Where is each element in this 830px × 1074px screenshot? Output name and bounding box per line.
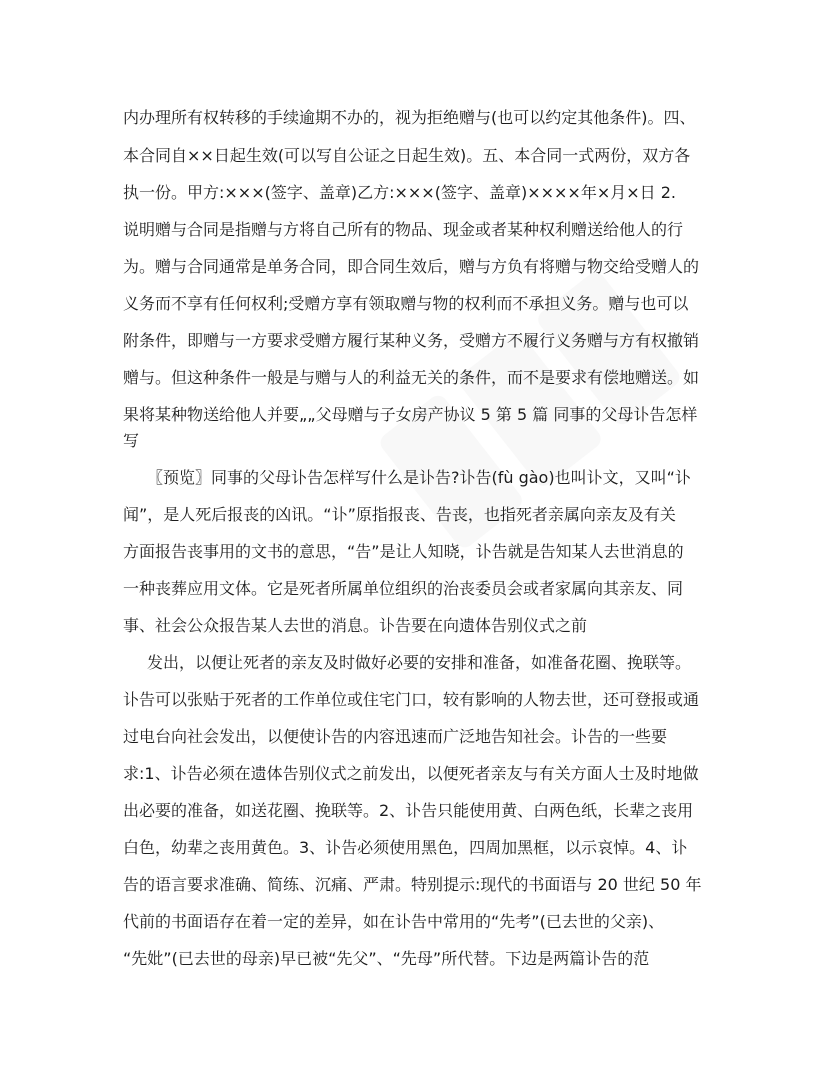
text-line-12: 闻”，是人死后报丧的凶讯。“讣”原指报丧、告丧，也指死者亲属向亲友及有关 [123,505,676,524]
text-line-10: 写 [123,431,140,450]
text-line-11: 〖预览〗同事的父母讣告怎样写什么是讣告?讣告(fù gào)也叫讣文，又叫“讣 [147,468,691,487]
text-line-18: 过电台向社会发出，以便使讣告的内容迅速而广泛地告知社会。讣告的一些要 [123,727,668,746]
text-line-9: 果将某种物送给他人并要„„父母赠与子女房产协议 5 第 5 篇 同事的父母讣告怎样 [123,405,698,424]
text-line-1: 内办理所有权转移的手续逾期不办的，视为拒绝赠与(也可以约定其他条件)。四、 [123,108,696,127]
text-line-17: 讣告可以张贴于死者的工作单位或住宅门口，较有影响的人物去世，还可登报或通 [123,690,700,709]
text-line-13: 方面报告丧事用的文书的意思，“告”是让人知晓，讣告就是告知某人去世消息的 [123,542,684,561]
text-line-22: 告的语言要求准确、简练、沉痛、严肃。特别提示:现代的书面语与 20 世纪 50 年 [123,875,702,894]
text-line-14: 一种丧葬应用文体。它是死者所属单位组织的治丧委员会或者家属向其亲友、同 [123,579,684,598]
text-line-23: 代前的书面语存在着一定的差异，如在讣告中常用的“先考”(已去世的父亲)、 [123,912,665,931]
text-line-19: 求:1、讣告必须在遗体告别仪式之前发出，以便死者亲友与有关方面人士及时地做 [123,764,699,783]
text-line-8: 赠与。但这种条件一般是与赠与人的利益无关的条件，而不是要求有偿地赠送。如 [123,368,700,387]
text-line-3: 执一份。甲方:×××(签字、盖章)乙方:×××(签字、盖章)××××年×月×日 2. [123,183,676,202]
text-line-6: 义务而不享有任何权利;受赠方享有领取赠与物的权利而不承担义务。赠与也可以 [123,294,689,313]
text-line-16: 发出，以便让死者的亲友及时做好必要的安排和准备，如准备花圈、挽联等。 [147,653,692,672]
text-line-21: 白色，幼辈之丧用黄色。3、讣告必须使用黑色，四周加黑框，以示哀悼。4、讣 [123,838,688,857]
text-line-4: 说明赠与合同是指赠与方将自己所有的物品、现金或者某种权利赠送给他人的行 [123,220,684,239]
text-line-24: “先妣”(已去世的母亲)早已被“先父”、“先母”所代替。下边是两篇讣告的范 [123,949,650,968]
text-line-2: 本合同自××日起生效(可以写自公证之日起生效)。五、本合同一式两份，双方各 [123,146,691,165]
text-line-20: 出必要的准备，如送花圈、挽联等。2、讣告只能使用黄、白两色纸，长辈之丧用 [123,801,694,820]
text-line-5: 为。赠与合同通常是单务合同，即合同生效后，赠与方负有将赠与物交给受赠人的 [123,257,700,276]
text-line-15: 事、社会公众报告某人去世的消息。讣告要在向遗体告别仪式之前 [123,616,588,635]
text-line-7: 附条件，即赠与一方要求受赠方履行某种义务，受赠方不履行义务赠与方有权撤销 [123,331,700,350]
